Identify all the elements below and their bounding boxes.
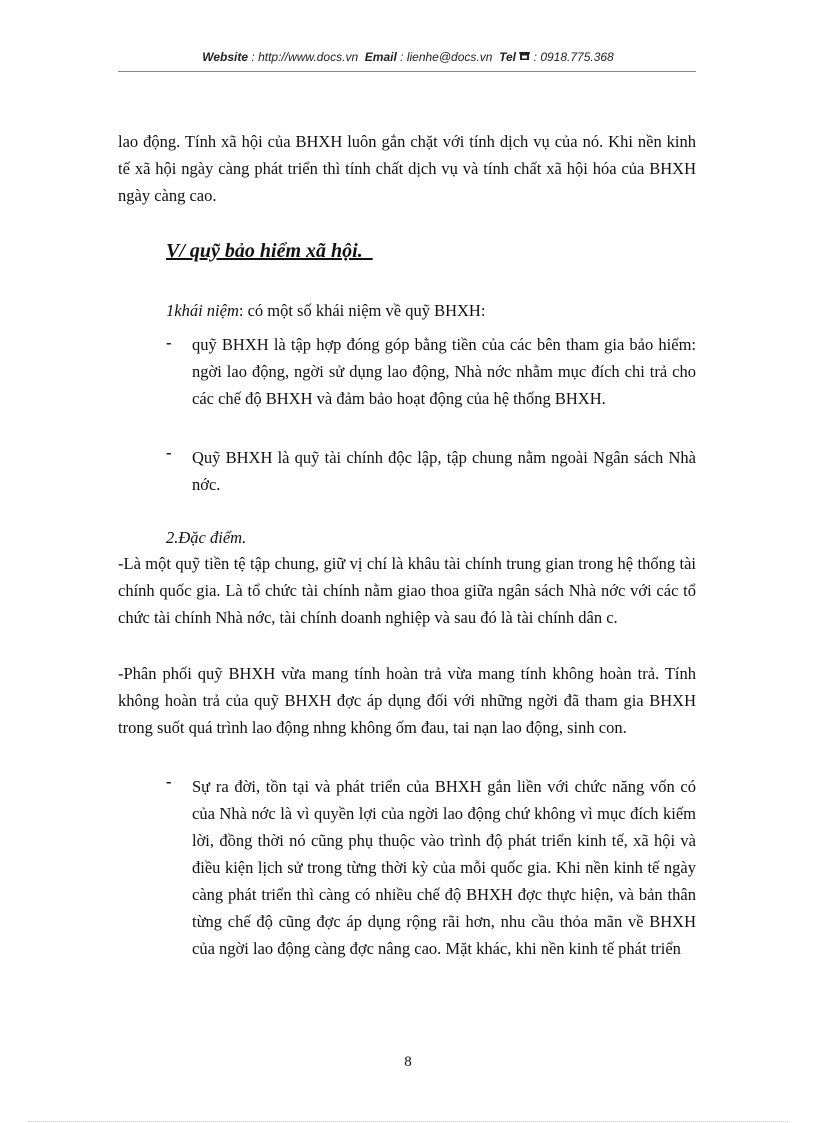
bullet-item-1: quỹ BHXH là tập hợp đóng góp bằng tiền của các bên tham gia bảo hiểm: ngời lao động, ngời sử dụng lao động, Nhà nớc nhằm mục đích chi trả cho các chế độ BHXH và đảm bảo hoạt động của hệ thống BHXH. <box>192 335 696 408</box>
bullet-marker: - <box>166 772 172 791</box>
definition-label: 1khái niệm <box>166 301 239 320</box>
website-label: Website <box>202 50 249 64</box>
website-value[interactable]: : http://www.docs.vn <box>251 50 359 64</box>
bullet-item-3: Sự ra đời, tồn tại và phát triển của BHXH gắn liền với chức năng vốn có của Nhà nớc là vì quyền lợi của ngời lao động chứ không vì mục đích kiếm lời, đồng thời nó cũng phụ thuộc vào trình độ phát triển kinh tế, xã hội và điều kiện lịch sử trong từng thời kỳ của mỗi quốc gia. Khi nền kinh tế ngày càng phát triển thì càng có nhiều chế độ BHXH đợc thực hiện, và bản thân từng chế độ cũng đợc áp dụng rộng rãi hơn, nhu cầu thỏa mãn về BHXH của ngời lao động càng đợc nâng cao. Mặt khác, khi nền kinh tế phát triển <box>192 777 696 958</box>
header-divider <box>118 71 696 72</box>
footer-divider <box>28 1121 788 1122</box>
definition-text: : có một số khái niệm về quỹ BHXH: <box>238 301 486 320</box>
page-header <box>0 50 816 64</box>
definition-line <box>166 297 696 324</box>
section-heading: V/ quỹ bảo hiểm xã hội. <box>166 240 373 262</box>
bullet-item-2: Quỹ BHXH là quỹ tài chính độc lập, tập chung nằm ngoài Ngân sách Nhà nớc. <box>192 448 696 494</box>
subsection-title: 2.Đặc điểm. <box>166 528 247 547</box>
bullet-marker: - <box>166 333 172 352</box>
bullet-marker: - <box>166 443 172 462</box>
email-value[interactable]: : lienhe@docs.vn <box>400 50 493 64</box>
email-label: Email <box>364 50 397 64</box>
paragraph-3: -Phân phối quỹ BHXH vừa mang tính hoàn trả vừa mang tính không hoàn trả. Tính không hoàn trả của quỹ BHXH đợc áp dụng đối với những ngời đã tham gia BHXH trong suốt quá trình lao động nhng không ốm đau, tai nạn lao động, sinh con. <box>118 664 696 737</box>
paragraph-2: -Là một quỹ tiền tệ tập chung, giữ vị chí là khâu tài chính trung gian trong hệ thống tài chính quốc gia. Là tổ chức tài chính nằm giao thoa giữa ngân sách Nhà nớc với các tổ chức tài chính Nhà nớc, tài chính doanh nghiệp và sau đó là tài chính dân c. <box>118 554 696 627</box>
tel-label: Tel <box>499 50 516 64</box>
tel-value: : 0918.775.368 <box>533 50 614 64</box>
page-number: 8 <box>404 1054 412 1070</box>
intro-paragraph: lao động. Tính xã hội của BHXH luôn gắn chặt với tính dịch vụ của nó. Khi nền kinh tế xã hội ngày càng phát triển thì tính chất dịch vụ và tính chất xã hội hóa của BHXH ngày càng cao. <box>118 132 696 205</box>
phone-icon <box>519 50 533 64</box>
